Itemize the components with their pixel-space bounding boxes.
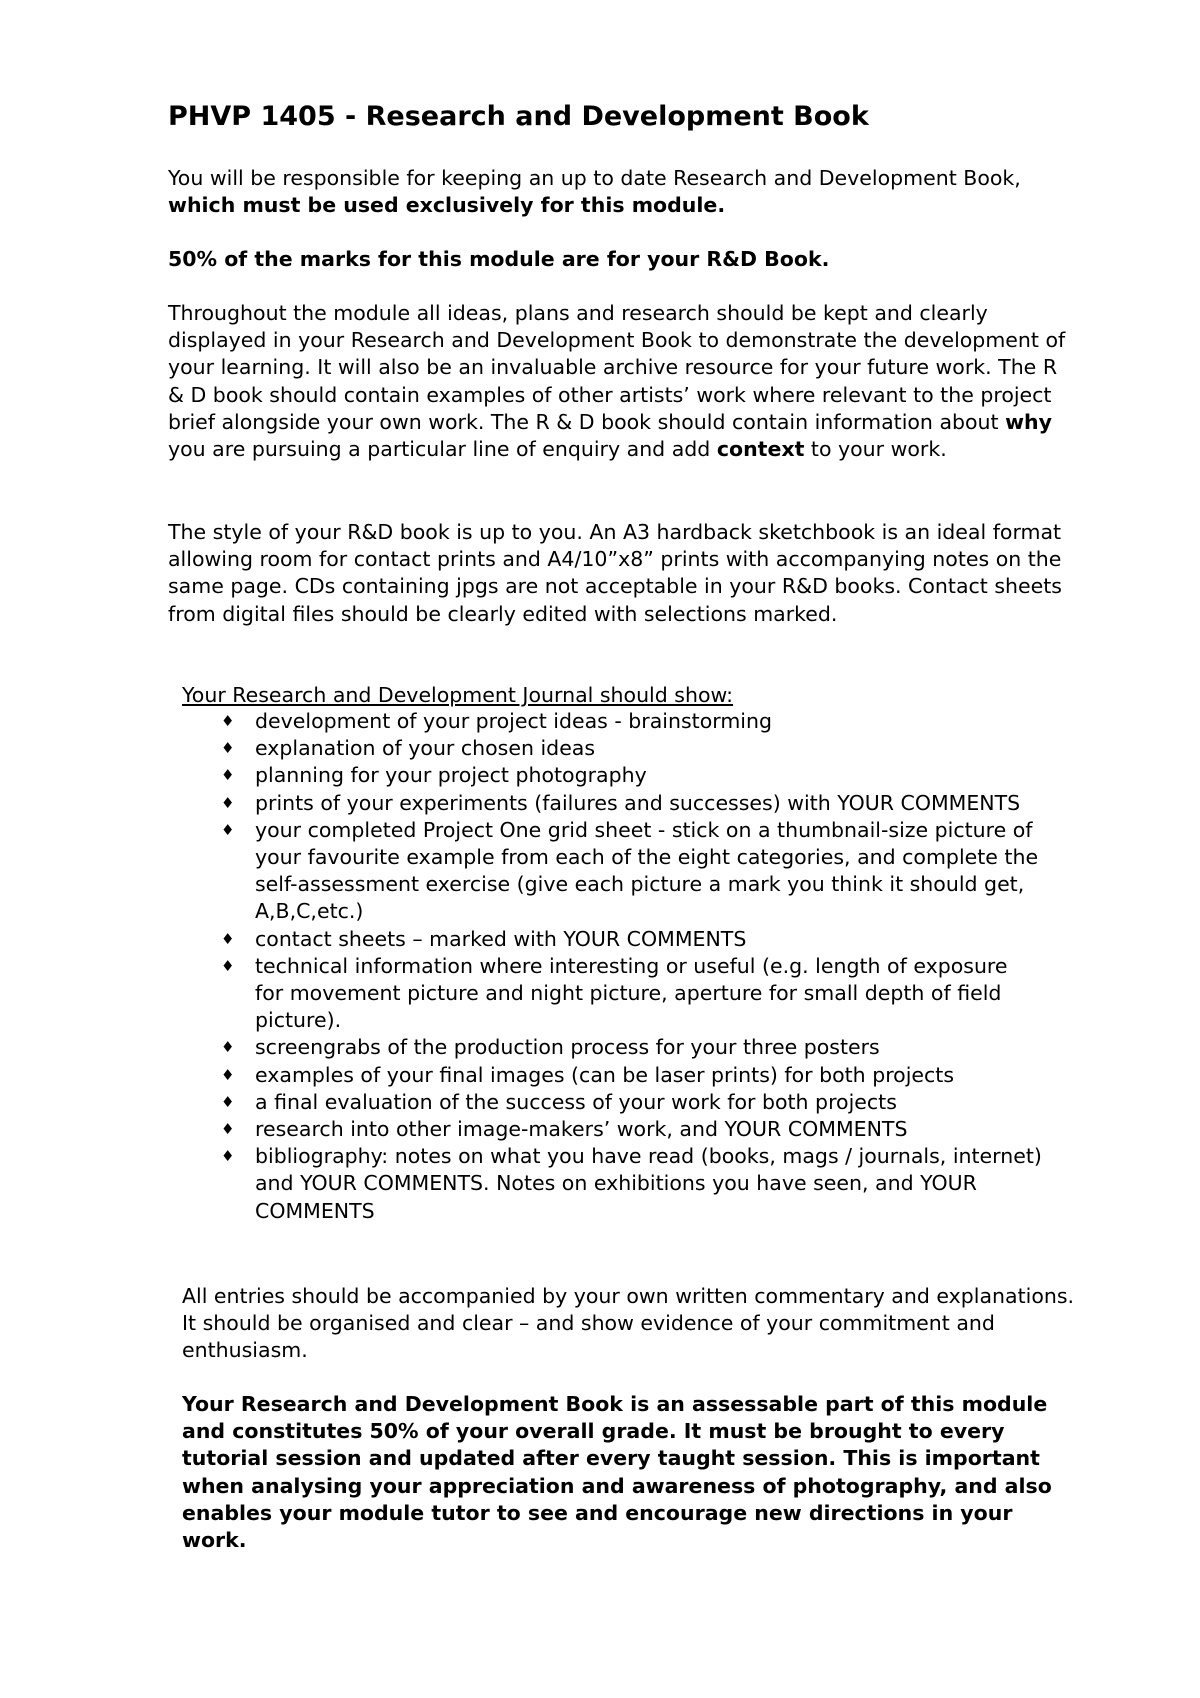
- journal-heading: Your Research and Development Journal should show:: [182, 683, 734, 707]
- list-item-text: prints of your experiments (failures and successes) with YOUR COMMENTS: [255, 790, 1021, 815]
- list-item: [182, 708, 1042, 735]
- throughout-text-3: to your work.: [804, 437, 947, 462]
- list-item: [182, 1089, 1042, 1116]
- list-item: [182, 1143, 1042, 1225]
- list-item-text: screengrabs of the production process for your three posters: [255, 1035, 880, 1060]
- list-item: [182, 817, 1042, 926]
- why-emphasis: why: [1005, 409, 1053, 434]
- list-item: [182, 762, 1042, 789]
- bullet-icon: ♦: [221, 1147, 235, 1166]
- list-item: [182, 1034, 1042, 1061]
- list-item-text: a final evaluation of the success of your work for both projects: [255, 1089, 897, 1114]
- bullet-icon: ♦: [221, 766, 235, 785]
- list-item-text: planning for your project photography: [255, 763, 647, 788]
- list-item: [182, 735, 1042, 762]
- list-item: [182, 1062, 1042, 1089]
- bullet-icon: ♦: [221, 820, 235, 839]
- entries-paragraph: All entries should be accompanied by your own written commentary and explanations. It should be organised and clear – and show evidence of your commitment and enthusiasm.: [182, 1284, 1075, 1363]
- context-emphasis: context: [716, 437, 805, 462]
- bullet-icon: ♦: [221, 1065, 235, 1084]
- bullet-icon: ♦: [221, 1120, 235, 1139]
- bullet-icon: ♦: [221, 956, 235, 975]
- list-item-text: technical information where interesting or useful (e.g. length of exposure for movement picture and night picture, aperture for small depth of field picture).: [255, 953, 1008, 1033]
- list-item-text: bibliography: notes on what you have read (books, mags / journals, internet) and YOUR COMMENTS. Notes on exhibitions you have seen, and YOUR COMMENTS: [255, 1144, 1042, 1223]
- throughout-paragraph: [168, 300, 1068, 463]
- bullet-icon: ♦: [221, 793, 235, 812]
- list-item: [182, 790, 1042, 817]
- marks-note: 50% of the marks for this module are for your R&D Book.: [168, 247, 830, 271]
- list-item-text: your completed Project One grid sheet - stick on a thumbnail-size picture of your favourite example from each of the eight categories, and complete the self-assessment exercise (give each picture a mark you think it should get, A,B,C,etc.): [255, 817, 1039, 924]
- list-item: [182, 953, 1042, 1035]
- bullet-icon: ♦: [221, 712, 235, 730]
- journal-list: [182, 708, 1042, 1225]
- bullet-icon: ♦: [221, 1038, 235, 1057]
- list-item: [182, 1116, 1042, 1143]
- list-item-text: examples of your final images (can be laser prints) for both projects: [255, 1062, 955, 1087]
- style-paragraph: The style of your R&D book is up to you. An A3 hardback sketchbook is an ideal format allowing room for contact prints and A4/10”x8” prints with accompanying notes on the same page. CDs containing jpgs are not acceptable in your R&D books. Contact sheets from digital files should be clearly edited with selections marked.: [168, 520, 1062, 626]
- list-item-text: contact sheets – marked with YOUR COMMENTS: [255, 926, 747, 951]
- page-title: PHVP 1405 - Research and Development Book: [168, 101, 869, 132]
- list-item-text: research into other image-makers’ work, and YOUR COMMENTS: [255, 1117, 908, 1142]
- list-item: [182, 926, 1042, 953]
- list-item-text: explanation of your chosen ideas: [255, 736, 596, 761]
- intro-text: You will be responsible for keeping an up to date Research and Development Book,: [168, 166, 1021, 190]
- bullet-icon: ♦: [221, 1092, 235, 1111]
- throughout-text-1: Throughout the module all ideas, plans and research should be kept and clearly displayed in your Research and Development Book to demonstrate the development of your learning. It will also be an invaluable archive resource for your future work. The R & D book should contain examples of other artists’ work where relevant to the project brief alongside your own work. The R & D book should contain information about: [168, 301, 1066, 434]
- bullet-icon: ♦: [221, 739, 235, 758]
- bullet-icon: ♦: [221, 929, 235, 948]
- intro-paragraph: [168, 165, 1068, 219]
- intro-emphasis: which must be used exclusively for this module.: [168, 193, 726, 218]
- final-paragraph: Your Research and Development Book is an assessable part of this module and constitutes 50% of your overall grade. It must be brought to every tutorial session and updated after every taught session. This is important when analysing your appreciation and awareness of photography, and also enables your module tutor to see and encourage new directions in your work.: [182, 1392, 1052, 1553]
- throughout-text-2: you are pursuing a particular line of enquiry and add: [168, 437, 717, 462]
- list-item-text: development of your project ideas - brainstorming: [255, 709, 772, 733]
